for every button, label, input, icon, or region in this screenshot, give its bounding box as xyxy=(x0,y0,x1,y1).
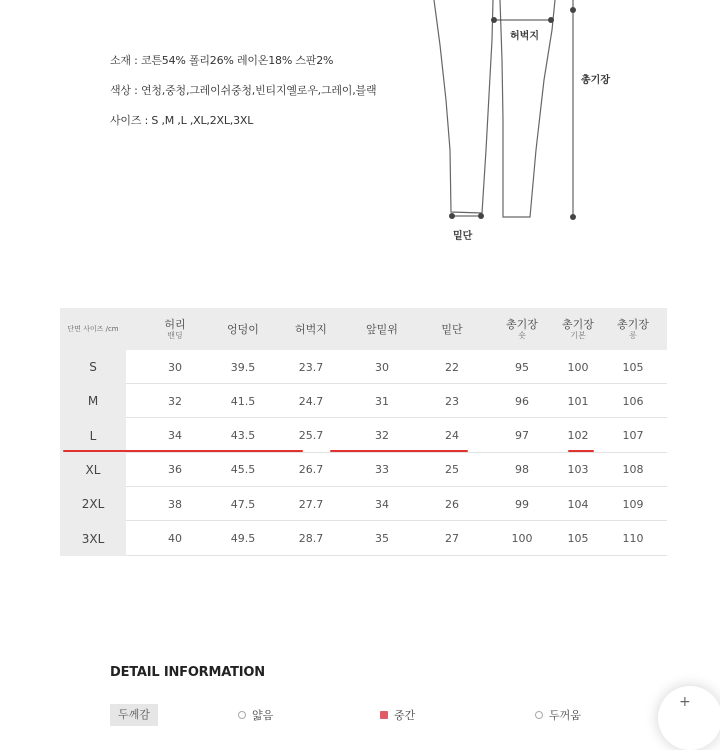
table-cell: 30 xyxy=(375,360,389,374)
highlight-mark-length xyxy=(568,450,594,452)
table-cell: 101 xyxy=(567,394,589,408)
size-label: 3XL xyxy=(60,522,126,556)
table-cell: 34 xyxy=(375,497,389,511)
size-label: S xyxy=(60,350,126,384)
table-cell: 103 xyxy=(567,463,589,477)
arrow-up-icon: + xyxy=(679,694,691,710)
table-cell: 97 xyxy=(515,429,529,443)
table-cell: 32 xyxy=(168,394,182,408)
table-cell: 108 xyxy=(622,463,644,477)
thickness-option-medium[interactable]: 중간 xyxy=(380,707,415,723)
label-thigh: 허벅지 xyxy=(510,31,539,42)
table-cell: 32 xyxy=(375,429,389,443)
scroll-top-button[interactable] xyxy=(658,686,720,750)
spec-material: 소재 : 코튼54% 폴리26% 레이온18% 스판2% xyxy=(110,54,334,67)
table-corner-label: 단면 사이즈 /cm xyxy=(67,325,119,333)
thickness-option-thick[interactable]: 두꺼움 xyxy=(535,707,581,723)
table-row xyxy=(60,487,667,521)
table-cell: 25 xyxy=(445,463,459,477)
table-cell: 24 xyxy=(445,429,459,443)
pants-left-leg xyxy=(434,0,493,213)
thickness-label: 두께감 xyxy=(110,704,158,726)
table-cell: 47.5 xyxy=(230,497,256,511)
column-header: 밑단 xyxy=(441,322,463,336)
table-cell: 23.7 xyxy=(298,360,324,374)
table-cell: 104 xyxy=(567,497,589,511)
highlight-mark-l xyxy=(63,450,303,452)
table-cell: 40 xyxy=(168,532,182,545)
table-cell: 110 xyxy=(622,532,644,545)
pants-diagram xyxy=(0,0,720,250)
table-cell: 102 xyxy=(567,429,589,443)
table-cell: 23 xyxy=(445,394,459,408)
table-cell: 22 xyxy=(445,360,459,374)
table-cell: 38 xyxy=(168,497,182,511)
table-cell: 98 xyxy=(515,463,529,477)
table-cell: 28.7 xyxy=(298,532,324,545)
table-cell: 100 xyxy=(511,532,533,545)
spec-size: 사이즈 : S ,M ,L ,XL,2XL,3XL xyxy=(110,114,254,127)
radio-icon xyxy=(535,711,543,719)
size-label: 2XL xyxy=(60,487,126,521)
label-total-length: 총기장 xyxy=(581,75,610,86)
column-header: 엉덩이 xyxy=(227,322,259,336)
table-row xyxy=(60,384,667,418)
table-cell: 33 xyxy=(375,463,389,477)
size-label: M xyxy=(60,384,126,418)
table-cell: 100 xyxy=(567,360,589,374)
table-cell: 106 xyxy=(622,394,644,408)
size-table xyxy=(60,308,667,556)
table-cell: 45.5 xyxy=(230,463,256,477)
table-cell: 25.7 xyxy=(298,429,324,443)
table-row xyxy=(60,522,667,556)
highlight-mark-front-rise xyxy=(330,450,468,452)
table-cell: 36 xyxy=(168,463,182,477)
column-header: 총기장 롱 xyxy=(617,317,649,340)
column-header: 허벅지 xyxy=(295,322,327,336)
table-cell: 39.5 xyxy=(230,360,256,374)
table-cell: 34 xyxy=(168,429,182,443)
column-header: 총기장 기본 xyxy=(562,317,594,340)
table-cell: 43.5 xyxy=(230,429,256,443)
radio-icon xyxy=(238,711,246,719)
table-cell: 105 xyxy=(622,360,644,374)
table-cell: 35 xyxy=(375,532,389,545)
table-cell: 109 xyxy=(622,497,644,511)
table-row xyxy=(60,350,667,384)
label-hem: 밑단 xyxy=(453,231,473,242)
table-cell: 26 xyxy=(445,497,459,511)
column-header: 허리 밴딩 xyxy=(164,317,186,340)
column-header: 앞밑위 xyxy=(366,322,398,336)
table-cell: 27 xyxy=(445,532,459,545)
column-header: 총기장 숏 xyxy=(506,317,538,340)
table-cell: 24.7 xyxy=(298,394,324,408)
size-label: L xyxy=(60,419,126,453)
table-cell: 26.7 xyxy=(298,463,324,477)
table-cell: 31 xyxy=(375,394,389,408)
table-cell: 49.5 xyxy=(230,532,256,545)
table-cell: 30 xyxy=(168,360,182,374)
spec-color: 색상 : 연청,중청,그레이쉬중청,빈티지옐로우,그레이,블랙 xyxy=(110,84,377,97)
thickness-option-thin[interactable]: 얇음 xyxy=(238,707,273,723)
table-cell: 41.5 xyxy=(230,394,256,408)
table-cell: 95 xyxy=(515,360,529,374)
table-row xyxy=(60,453,667,487)
table-cell: 96 xyxy=(515,394,529,408)
table-row xyxy=(60,419,667,453)
table-cell: 99 xyxy=(515,497,529,511)
table-cell: 105 xyxy=(567,532,589,545)
size-label: XL xyxy=(60,453,126,487)
table-cell: 27.7 xyxy=(298,497,324,511)
detail-title: DETAIL INFORMATION xyxy=(110,665,265,680)
table-cell: 107 xyxy=(622,429,644,443)
radio-selected-icon xyxy=(380,711,388,719)
